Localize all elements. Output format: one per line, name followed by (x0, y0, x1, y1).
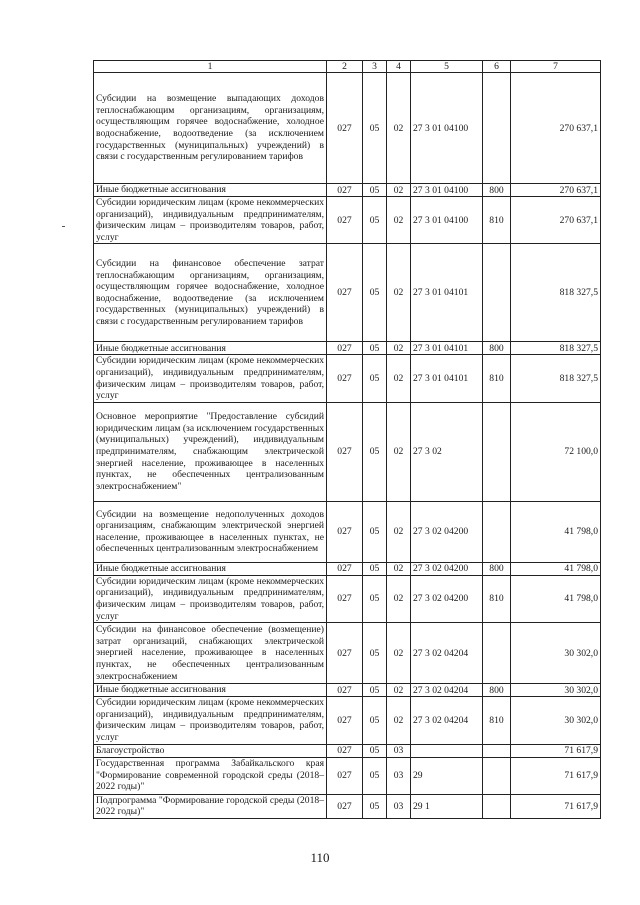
cell-ministry-code: 027 (327, 794, 363, 818)
header-row (94, 61, 601, 73)
cell-ministry-code: 027 (327, 623, 363, 684)
cell-target-article: 27 3 02 04200 (411, 575, 483, 622)
cell-section: 05 (363, 501, 387, 562)
budget-table (93, 60, 601, 819)
cell-name: Основное мероприятие "Предоставление субсидий юридическим лицам (за исключением государственных (муниципальных) учреждений), индивидуальным предпринимателям, снабжающим электрической энергией население, проживающее в населенных пунктах, не обеспеченных централизованным электроснабжением" (94, 402, 327, 501)
cell-target-article: 29 1 (411, 794, 483, 818)
table-row (94, 342, 601, 355)
cell-ministry-code: 027 (327, 697, 363, 744)
cell-expense-type (483, 757, 511, 794)
cell-name: Иные бюджетные ассигнования (94, 342, 327, 355)
table-row (94, 575, 601, 622)
cell-name: Иные бюджетные ассигнования (94, 684, 327, 697)
cell-subsection: 03 (387, 794, 411, 818)
cell-target-article (411, 744, 483, 757)
cell-expense-type (483, 402, 511, 501)
table-row (94, 244, 601, 342)
table-row (94, 197, 601, 244)
table-row (94, 697, 601, 744)
cell-subsection: 02 (387, 684, 411, 697)
cell-expense-type: 810 (483, 355, 511, 402)
cell-amount: 818 327,5 (511, 355, 601, 402)
cell-amount: 818 327,5 (511, 342, 601, 355)
cell-name: Субсидии юридическим лицам (кроме некоммерческих организаций), индивидуальным предпринимателям, физическим лицам – производителям товаров, работ, услуг (94, 355, 327, 402)
cell-expense-type (483, 744, 511, 757)
cell-subsection: 02 (387, 73, 411, 184)
cell-subsection: 02 (387, 575, 411, 622)
cell-ministry-code: 027 (327, 562, 363, 575)
cell-target-article: 27 3 02 04204 (411, 684, 483, 697)
cell-section: 05 (363, 757, 387, 794)
table-row (94, 562, 601, 575)
cell-expense-type (483, 794, 511, 818)
cell-target-article: 27 3 02 04204 (411, 623, 483, 684)
cell-expense-type (483, 244, 511, 342)
cell-amount: 41 798,0 (511, 575, 601, 622)
cell-name: Иные бюджетные ассигнования (94, 562, 327, 575)
cell-section: 05 (363, 402, 387, 501)
cell-target-article: 27 3 02 04200 (411, 501, 483, 562)
cell-target-article: 27 3 02 (411, 402, 483, 501)
col-header-2: 2 (327, 61, 363, 73)
cell-ministry-code: 027 (327, 342, 363, 355)
cell-subsection: 02 (387, 562, 411, 575)
cell-section: 05 (363, 744, 387, 757)
cell-expense-type (483, 623, 511, 684)
cell-subsection: 02 (387, 184, 411, 197)
cell-ministry-code: 027 (327, 402, 363, 501)
cell-expense-type: 810 (483, 575, 511, 622)
cell-expense-type: 800 (483, 342, 511, 355)
cell-name: Субсидии на финансовое обеспечение затрат теплоснабжающим организациям, организациям, осуществляющим горячее водоснабжение, холодное водоснабжение, водоотведение (за исключением государственных (муниципальных) учреждений) в связи с государственным регулированием тарифов (94, 244, 327, 342)
cell-expense-type (483, 73, 511, 184)
cell-subsection: 02 (387, 623, 411, 684)
cell-ministry-code: 027 (327, 744, 363, 757)
cell-subsection: 02 (387, 244, 411, 342)
table-body (94, 73, 601, 819)
cell-name: Благоустройство (94, 744, 327, 757)
cell-section: 05 (363, 197, 387, 244)
cell-amount: 30 302,0 (511, 684, 601, 697)
cell-ministry-code: 027 (327, 184, 363, 197)
col-header-6: 6 (483, 61, 511, 73)
cell-subsection: 03 (387, 744, 411, 757)
cell-subsection: 02 (387, 197, 411, 244)
cell-amount: 270 637,1 (511, 184, 601, 197)
cell-target-article: 27 3 01 04101 (411, 355, 483, 402)
cell-target-article: 29 (411, 757, 483, 794)
col-header-1: 1 (94, 61, 327, 73)
cell-target-article: 27 3 01 04101 (411, 342, 483, 355)
cell-subsection: 02 (387, 402, 411, 501)
table-row (94, 757, 601, 794)
cell-amount: 41 798,0 (511, 562, 601, 575)
cell-target-article: 27 3 01 04100 (411, 184, 483, 197)
scan-mark (62, 226, 65, 227)
cell-ministry-code: 027 (327, 575, 363, 622)
table-row (94, 744, 601, 757)
cell-target-article: 27 3 02 04200 (411, 562, 483, 575)
cell-amount: 270 637,1 (511, 197, 601, 244)
cell-section: 05 (363, 575, 387, 622)
cell-name: Субсидии на возмещение выпадающих доходов теплоснабжающим организациям, организациям, осуществляющим горячее водоснабжение, холодное водоснабжение, водоотведение (за исключением государственных (муниципальных) учреждений) в связи с государственным регулированием тарифов (94, 73, 327, 184)
cell-section: 05 (363, 684, 387, 697)
cell-name: Субсидии на финансовое обеспечение (возмещение) затрат организаций, снабжающих электрической энергией население, проживающее в населенных пунктах, не обеспеченных централизованным электроснабжением (94, 623, 327, 684)
cell-ministry-code: 027 (327, 244, 363, 342)
table-row (94, 623, 601, 684)
cell-amount: 30 302,0 (511, 623, 601, 684)
table-row (94, 402, 601, 501)
cell-section: 05 (363, 355, 387, 402)
cell-name: Субсидии юридическим лицам (кроме некоммерческих организаций), индивидуальным предпринимателям, физическим лицам – производителям товаров, работ, услуг (94, 197, 327, 244)
cell-amount: 30 302,0 (511, 697, 601, 744)
table-row (94, 355, 601, 402)
cell-subsection: 02 (387, 342, 411, 355)
cell-ministry-code: 027 (327, 501, 363, 562)
cell-target-article: 27 3 01 04100 (411, 73, 483, 184)
cell-ministry-code: 027 (327, 355, 363, 402)
cell-amount: 71 617,9 (511, 794, 601, 818)
col-header-7: 7 (511, 61, 601, 73)
cell-section: 05 (363, 794, 387, 818)
page-number: 110 (310, 850, 330, 865)
col-header-3: 3 (363, 61, 387, 73)
table-row (94, 73, 601, 184)
table-row (94, 794, 601, 818)
cell-expense-type (483, 501, 511, 562)
cell-amount: 71 617,9 (511, 757, 601, 794)
cell-section: 05 (363, 623, 387, 684)
cell-name: Подпрограмма "Формирование городской среды (2018–2022 годы)" (94, 794, 327, 818)
cell-subsection: 02 (387, 501, 411, 562)
cell-amount: 71 617,9 (511, 744, 601, 757)
cell-amount: 270 637,1 (511, 73, 601, 184)
col-header-4: 4 (387, 61, 411, 73)
cell-ministry-code: 027 (327, 757, 363, 794)
cell-expense-type: 800 (483, 184, 511, 197)
cell-section: 05 (363, 562, 387, 575)
cell-target-article: 27 3 01 04101 (411, 244, 483, 342)
cell-name: Субсидии на возмещение недополученных доходов организациям, снабжающим электрической энергией население, проживающее в населенных пунктах, не обеспеченных централизованным электроснабжением (94, 501, 327, 562)
cell-ministry-code: 027 (327, 73, 363, 184)
cell-name: Субсидии юридическим лицам (кроме некоммерческих организаций), индивидуальным предпринимателям, физическим лицам – производителям товаров, работ, услуг (94, 575, 327, 622)
table-row (94, 684, 601, 697)
cell-subsection: 03 (387, 757, 411, 794)
cell-expense-type: 800 (483, 562, 511, 575)
cell-section: 05 (363, 342, 387, 355)
cell-amount: 41 798,0 (511, 501, 601, 562)
cell-section: 05 (363, 244, 387, 342)
table-row (94, 184, 601, 197)
cell-section: 05 (363, 184, 387, 197)
cell-expense-type: 810 (483, 697, 511, 744)
cell-target-article: 27 3 01 04100 (411, 197, 483, 244)
cell-section: 05 (363, 73, 387, 184)
cell-name: Субсидии юридическим лицам (кроме некоммерческих организаций), индивидуальным предпринимателям, физическим лицам – производителям товаров, работ, услуг (94, 697, 327, 744)
cell-subsection: 02 (387, 355, 411, 402)
cell-expense-type: 810 (483, 197, 511, 244)
cell-expense-type: 800 (483, 684, 511, 697)
cell-subsection: 02 (387, 697, 411, 744)
cell-name: Иные бюджетные ассигнования (94, 184, 327, 197)
cell-ministry-code: 027 (327, 684, 363, 697)
cell-section: 05 (363, 697, 387, 744)
col-header-5: 5 (411, 61, 483, 73)
cell-ministry-code: 027 (327, 197, 363, 244)
cell-target-article: 27 3 02 04204 (411, 697, 483, 744)
cell-amount: 72 100,0 (511, 402, 601, 501)
cell-name: Государственная программа Забайкальского края "Формирование современной городской среды (2018–2022 годы)" (94, 757, 327, 794)
cell-amount: 818 327,5 (511, 244, 601, 342)
table-row (94, 501, 601, 562)
